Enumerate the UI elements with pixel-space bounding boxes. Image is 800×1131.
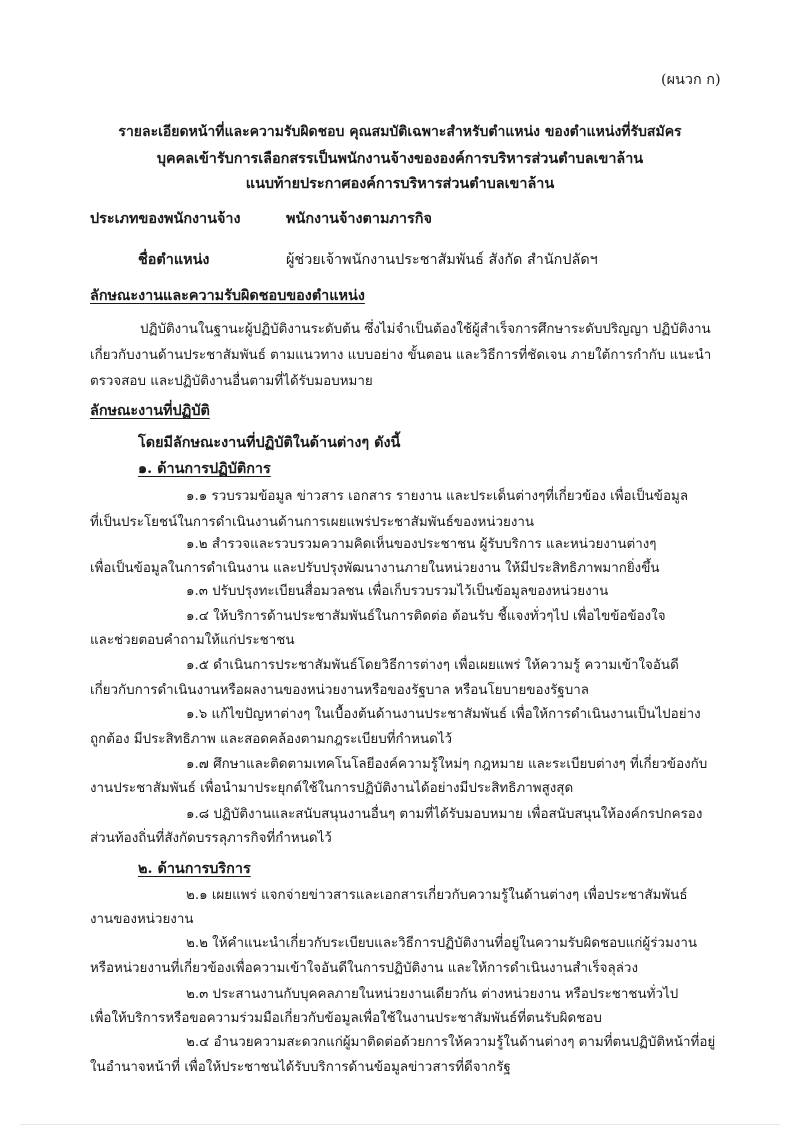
item-1-6-line-1: ๑.๖ แก้ไขปัญหาต่างๆ ในเบื้องต้นด้านงานประชาสัมพันธ์ เพื่อให้การดำเนินงานเป็นไปอย่าง: [186, 707, 701, 722]
work-intro: โดยมีลักษณะงานที่ปฏิบัติในด้านต่างๆ ดังนี้: [138, 434, 401, 451]
item-1-1-line-2: ที่เป็นประโยชน์ในการดำเนินงานด้านการเผยแพร่ประชาสัมพันธ์ของหน่วยงาน: [90, 515, 535, 530]
item-1-6-line-2: ถูกต้อง มีประสิทธิภาพ และสอดคล้องตามกฎระเบียบที่กำหนดไว้: [90, 732, 453, 747]
item-1-7-line-2: งานประชาสัมพันธ์ เพื่อนำมาประยุกต์ใช้ในการปฏิบัติงานได้อย่างมีประสิทธิภาพสูงสุด: [90, 781, 574, 796]
duties-line-3: ตรวจสอบ และปฏิบัติงานอื่นตามที่ได้รับมอบหมาย: [90, 374, 373, 389]
item-1-4-line-2: และช่วยตอบคำถามให้แก่ประชาชน: [90, 633, 295, 648]
page-bottom-edge: [20, 1124, 780, 1125]
title-line-2: บุคคลเข้ารับการเลือกสรรเป็นพนักงานจ้างขององค์การบริหารส่วนตำบลเขาล้าน: [156, 150, 644, 167]
item-1-1-line-1: ๑.๑ รวบรวมข้อมูล ข่าวสาร เอกสาร รายงาน และประเด็นต่างๆที่เกี่ยวข้อง เพื่อเป็นข้อมูล: [186, 489, 689, 504]
duties-line-1: ปฏิบัติงานในฐานะผู้ปฏิบัติงานระดับต้น ซึ่งไม่จำเป็นต้องใช้ผู้สำเร็จการศึกษาระดับปริญญา ปฏิบัติงาน: [140, 322, 711, 337]
item-2-1-line-2: งานของหน่วยงาน: [90, 912, 194, 927]
item-1-8-line-2: ส่วนท้องถิ่นที่สังกัดบรรลุภารกิจที่กำหนดไว้: [90, 831, 332, 846]
duties-line-2: เกี่ยวกับงานด้านประชาสัมพันธ์ ตามแนวทาง แบบอย่าง ขั้นตอน และวิธีการที่ชัดเจน ภายใต้การกำกับ แนะนำ: [90, 348, 712, 363]
position-value: ผู้ช่วยเจ้าพนักงานประชาสัมพันธ์ สังกัด สำนักปลัดฯ: [286, 252, 598, 268]
item-1-5-line-1: ๑.๕ ดำเนินการประชาสัมพันธ์โดยวิธีการต่างๆ เพื่อเผยแพร่ ให้ความรู้ ความเข้าใจอันดี: [186, 658, 679, 673]
item-1-8-line-1: ๑.๘ ปฏิบัติงานและสนับสนุนงานอื่นๆ ตามที่ได้รับมอบหมาย เพื่อสนับสนุนให้องค์กรปกครอง: [186, 807, 703, 822]
section2-heading: ๒. ด้านการบริการ: [138, 860, 251, 877]
item-1-5-line-2: เกี่ยวกับการดำเนินงานหรือผลงานของหน่วยงานหรือของรัฐบาล หรือนโยบายของรัฐบาล: [90, 683, 589, 698]
item-1-4-line-1: ๑.๔ ให้บริการด้านประชาสัมพันธ์ในการติดต่อ ต้อนรับ ชี้แจงทั่วๆไป เพื่อไขข้อข้องใจ: [186, 609, 666, 624]
item-2-2-line-2: หรือหน่วยงานที่เกี่ยวข้องเพื่อความเข้าใจอันดีในการปฏิบัติงาน และให้การดำเนินงานสำเร็จลุล่วง: [90, 961, 638, 976]
item-1-2-line-1: ๑.๒ สำรวจและรวบรวมความคิดเห็นของประชาชน ผู้รับบริการ และหน่วยงานต่างๆ: [186, 537, 657, 552]
item-2-4-line-2: ในอำนาจหน้าที่ เพื่อให้ประชาชนได้รับบริการด้านข้อมูลข่าวสารที่ดีจากรัฐ: [90, 1060, 511, 1075]
position-label: ชื่อตำแหน่ง: [138, 251, 210, 268]
item-2-4-line-1: ๒.๔ อำนวยความสะดวกแก่ผู้มาติดต่อด้วยการให้ความรู้ในด้านต่างๆ ตามที่ตนปฏิบัติหน้าที่อยู่: [186, 1035, 716, 1050]
title-line-1: รายละเอียดหน้าที่และความรับผิดชอบ คุณสมบัติเฉพาะสำหรับตำแหน่ง ของตำแหน่งที่รับสมัคร: [118, 124, 682, 140]
employee-type-value: พนักงานจ้างตามภารกิจ: [286, 210, 432, 227]
section1-heading: ๑. ด้านการปฏิบัติการ: [138, 460, 271, 477]
title-line-3: แนบท้ายประกาศองค์การบริหารส่วนตำบลเขาล้าน: [245, 175, 555, 192]
item-2-3-line-2: เพื่อให้บริการหรือขอความร่วมมือเกี่ยวกับข้อมูลเพื่อใช้ในงานประชาสัมพันธ์ที่ตนรับผิดชอบ: [90, 1011, 602, 1026]
item-1-7-line-1: ๑.๗ ศึกษาและติดตามเทคโนโลยีองค์ความรู้ใหม่ๆ กฎหมาย และระเบียบต่างๆ ที่เกี่ยวข้องกับ: [186, 757, 708, 772]
item-1-3: ๑.๓ ปรับปรุงทะเบียนสื่อมวลชน เพื่อเก็บรวบรวมไว้เป็นข้อมูลของหน่วยงาน: [186, 584, 609, 599]
work-heading: ลักษณะงานที่ปฏิบัติ: [90, 402, 210, 419]
annex-label: (ผนวก ก): [661, 72, 721, 88]
item-2-1-line-1: ๒.๑ เผยแพร่ แจกจ่ายข่าวสารและเอกสารเกี่ยวกับความรู้ในด้านต่างๆ เพื่อประชาสัมพันธ์: [186, 888, 688, 903]
item-2-2-line-1: ๒.๒ ให้คำแนะนำเกี่ยวกับระเบียบและวิธีการปฏิบัติงานที่อยู่ในความรับผิดชอบแก่ผู้ร่วมงาน: [186, 936, 697, 951]
employee-type-label: ประเภทของพนักงานจ้าง: [90, 210, 241, 227]
duties-heading: ลักษณะงานและความรับผิดชอบของตำแหน่ง: [90, 287, 365, 304]
item-2-3-line-1: ๒.๓ ประสานงานกับบุคคลภายในหน่วยงานเดียวกัน ต่างหน่วยงาน หรือประชาชนทั่วไป: [186, 987, 679, 1002]
item-1-2-line-2: เพื่อเป็นข้อมูลในการดำเนินงาน และปรับปรุงพัฒนางานภายในหน่วยงาน ให้มีประสิทธิภาพมากยิ่งขึ้น: [90, 561, 660, 576]
